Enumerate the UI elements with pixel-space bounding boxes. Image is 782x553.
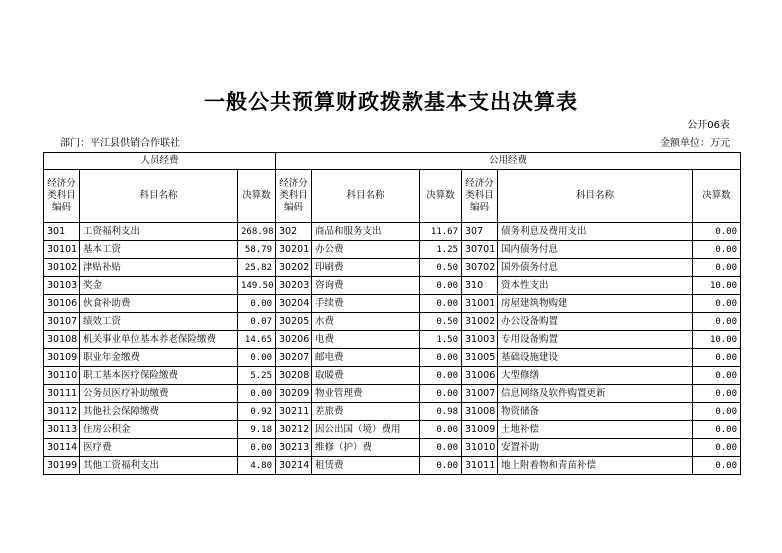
- name-cell: 伙食补助费: [80, 295, 238, 313]
- code-header: 经济分类科目编码: [462, 170, 498, 223]
- amount-cell: 0.00: [693, 241, 741, 259]
- amount-cell: 0.00: [693, 421, 741, 439]
- public-group-header: 公用经费: [276, 153, 741, 170]
- code-cell: 30702: [462, 259, 498, 277]
- code-cell: 31009: [462, 421, 498, 439]
- amount-cell: 0.00: [693, 457, 741, 475]
- code-cell: 30201: [276, 241, 312, 259]
- amount-cell: 10.00: [693, 277, 741, 295]
- name-cell: 信息网络及软件购置更新: [498, 385, 693, 403]
- form-number: 公开06表: [687, 120, 730, 131]
- code-cell: 31011: [462, 457, 498, 475]
- name-cell: 土地补偿: [498, 421, 693, 439]
- code-cell: 301: [44, 223, 80, 241]
- name-cell: 水费: [312, 313, 420, 331]
- name-cell: 基本工资: [80, 241, 238, 259]
- name-cell: 差旅费: [312, 403, 420, 421]
- name-cell: 基础设施建设: [498, 349, 693, 367]
- amount-cell: 0.92: [238, 403, 276, 421]
- code-cell: 31001: [462, 295, 498, 313]
- column-header-row: [44, 170, 741, 223]
- name-cell: 债务利息及费用支出: [498, 223, 693, 241]
- name-cell: 工资福利支出: [80, 223, 238, 241]
- table-row: [44, 385, 741, 403]
- amount-cell: 0.00: [693, 439, 741, 457]
- amount-cell: 0.00: [420, 457, 462, 475]
- amount-cell: 0.00: [693, 259, 741, 277]
- code-cell: 30102: [44, 259, 80, 277]
- amount-cell: 0.00: [420, 421, 462, 439]
- amount-cell: 9.18: [238, 421, 276, 439]
- code-cell: 30103: [44, 277, 80, 295]
- amount-cell: 1.25: [420, 241, 462, 259]
- name-cell: 机关事业单位基本养老保险缴费: [80, 331, 238, 349]
- code-cell: 302: [276, 223, 312, 241]
- name-cell: 办公费: [312, 241, 420, 259]
- code-cell: 31005: [462, 349, 498, 367]
- table-row: [44, 403, 741, 421]
- name-cell: 地上附着物和青苗补偿: [498, 457, 693, 475]
- code-cell: 30111: [44, 385, 80, 403]
- name-cell: 安置补助: [498, 439, 693, 457]
- code-cell: 31008: [462, 403, 498, 421]
- code-cell: 30110: [44, 367, 80, 385]
- amount-unit-label: 金额单位：万元: [660, 138, 730, 149]
- code-cell: 30213: [276, 439, 312, 457]
- amount-cell: 0.50: [420, 313, 462, 331]
- code-cell: 30204: [276, 295, 312, 313]
- table-row: [44, 223, 741, 241]
- amount-cell: 0.00: [420, 439, 462, 457]
- amount-cell: 10.00: [693, 331, 741, 349]
- code-cell: 30212: [276, 421, 312, 439]
- name-cell: 专用设备购置: [498, 331, 693, 349]
- amount-cell: 11.67: [420, 223, 462, 241]
- report-title: 一般公共预算财政拨款基本支出决算表: [204, 90, 578, 114]
- amount-cell: 58.79: [238, 241, 276, 259]
- code-cell: 30101: [44, 241, 80, 259]
- name-cell: 房屋建筑物购建: [498, 295, 693, 313]
- code-cell: 30203: [276, 277, 312, 295]
- amount-cell: 14.65: [238, 331, 276, 349]
- name-cell: 其他工资福利支出: [80, 457, 238, 475]
- code-cell: 30209: [276, 385, 312, 403]
- code-cell: 30109: [44, 349, 80, 367]
- code-cell: 30211: [276, 403, 312, 421]
- name-cell: 取暖费: [312, 367, 420, 385]
- amount-cell: 0.00: [693, 313, 741, 331]
- name-cell: 维修（护）费: [312, 439, 420, 457]
- amount-header: 决算数: [693, 170, 741, 223]
- amount-header: 决算数: [420, 170, 462, 223]
- name-cell: 租赁费: [312, 457, 420, 475]
- amount-cell: 0.50: [420, 259, 462, 277]
- table-row: [44, 331, 741, 349]
- code-cell: 30205: [276, 313, 312, 331]
- code-cell: 30106: [44, 295, 80, 313]
- amount-cell: 5.25: [238, 367, 276, 385]
- name-cell: 物业管理费: [312, 385, 420, 403]
- table-row: [44, 277, 741, 295]
- code-cell: 30114: [44, 439, 80, 457]
- amount-cell: 0.98: [420, 403, 462, 421]
- name-cell: 物资储备: [498, 403, 693, 421]
- name-cell: 办公设备购置: [498, 313, 693, 331]
- amount-cell: 0.00: [420, 277, 462, 295]
- code-cell: 31002: [462, 313, 498, 331]
- name-cell: 邮电费: [312, 349, 420, 367]
- amount-cell: 0.00: [693, 295, 741, 313]
- amount-cell: 0.00: [693, 403, 741, 421]
- amount-cell: 4.80: [238, 457, 276, 475]
- name-cell: 因公出国（境）费用: [312, 421, 420, 439]
- name-cell: 咨询费: [312, 277, 420, 295]
- amount-cell: 268.98: [238, 223, 276, 241]
- code-cell: 30202: [276, 259, 312, 277]
- amount-cell: 0.00: [238, 439, 276, 457]
- amount-cell: 0.07: [238, 313, 276, 331]
- name-cell: 公务员医疗补助缴费: [80, 385, 238, 403]
- amount-cell: 0.00: [238, 295, 276, 313]
- amount-cell: 1.50: [420, 331, 462, 349]
- name-cell: 绩效工资: [80, 313, 238, 331]
- code-header: 经济分类科目编码: [44, 170, 80, 223]
- amount-cell: 0.00: [693, 385, 741, 403]
- amount-cell: 0.00: [693, 367, 741, 385]
- table-row: [44, 439, 741, 457]
- table-row: [44, 367, 741, 385]
- code-cell: 31006: [462, 367, 498, 385]
- amount-cell: 0.00: [420, 349, 462, 367]
- code-cell: 30108: [44, 331, 80, 349]
- name-cell: 职工基本医疗保险缴费: [80, 367, 238, 385]
- code-cell: 31007: [462, 385, 498, 403]
- amount-cell: 149.50: [238, 277, 276, 295]
- personnel-group-header: 人员经费: [44, 153, 276, 170]
- name-cell: 国外债务付息: [498, 259, 693, 277]
- code-cell: 310: [462, 277, 498, 295]
- amount-cell: 0.00: [238, 385, 276, 403]
- code-header: 经济分类科目编码: [276, 170, 312, 223]
- code-cell: 307: [462, 223, 498, 241]
- name-cell: 住房公积金: [80, 421, 238, 439]
- table-row: [44, 295, 741, 313]
- amount-cell: 0.00: [693, 223, 741, 241]
- department-label: 部门：平江县供销合作联社: [60, 138, 180, 149]
- table-row: [44, 241, 741, 259]
- name-cell: 其他社会保障缴费: [80, 403, 238, 421]
- name-cell: 电费: [312, 331, 420, 349]
- name-cell: 资本性支出: [498, 277, 693, 295]
- code-cell: 30112: [44, 403, 80, 421]
- name-header: 科目名称: [498, 170, 693, 223]
- table-row: [44, 421, 741, 439]
- table-row: [44, 313, 741, 331]
- amount-cell: 0.00: [693, 349, 741, 367]
- amount-cell: 25.82: [238, 259, 276, 277]
- name-cell: 医疗费: [80, 439, 238, 457]
- amount-cell: 0.00: [420, 367, 462, 385]
- amount-cell: 0.00: [238, 349, 276, 367]
- name-cell: 手续费: [312, 295, 420, 313]
- table-row: [44, 349, 741, 367]
- name-cell: 国内债务付息: [498, 241, 693, 259]
- code-cell: 30107: [44, 313, 80, 331]
- code-cell: 30208: [276, 367, 312, 385]
- name-cell: 职业年金缴费: [80, 349, 238, 367]
- name-header: 科目名称: [312, 170, 420, 223]
- name-cell: 大型修缮: [498, 367, 693, 385]
- group-header-row: [44, 153, 741, 170]
- name-cell: 印刷费: [312, 259, 420, 277]
- name-header: 科目名称: [80, 170, 238, 223]
- code-cell: 30214: [276, 457, 312, 475]
- name-cell: 商品和服务支出: [312, 223, 420, 241]
- amount-cell: 0.00: [420, 295, 462, 313]
- code-cell: 31003: [462, 331, 498, 349]
- code-cell: 30207: [276, 349, 312, 367]
- code-cell: 30113: [44, 421, 80, 439]
- table-row: [44, 457, 741, 475]
- code-cell: 30199: [44, 457, 80, 475]
- amount-cell: 0.00: [420, 385, 462, 403]
- expenditure-table: [43, 152, 741, 475]
- code-cell: 30701: [462, 241, 498, 259]
- code-cell: 30206: [276, 331, 312, 349]
- name-cell: 奖金: [80, 277, 238, 295]
- code-cell: 31010: [462, 439, 498, 457]
- name-cell: 津贴补贴: [80, 259, 238, 277]
- table-row: [44, 259, 741, 277]
- amount-header: 决算数: [238, 170, 276, 223]
